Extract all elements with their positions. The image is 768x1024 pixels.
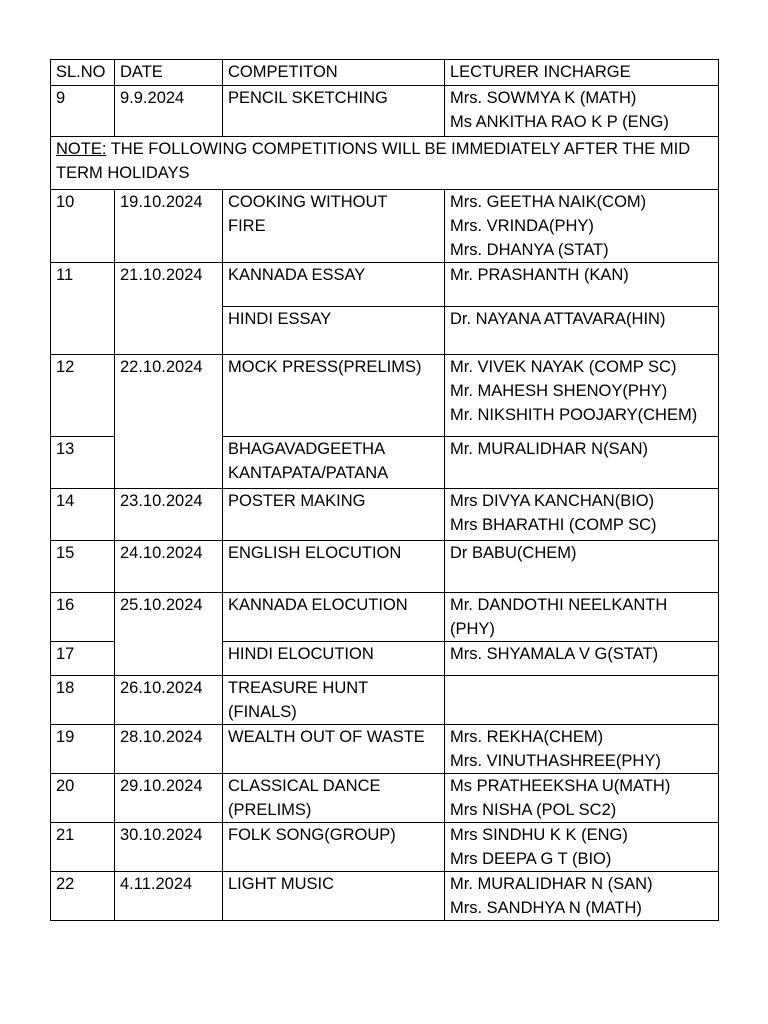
table-row	[51, 872, 719, 921]
lecturer-cell: Mrs. GEETHA NAIK(COM) Mrs. VRINDA(PHY) Mrs. DHANYA (STAT)	[445, 190, 719, 263]
competition-cell: KANNADA ELOCUTION	[223, 593, 445, 642]
table-row	[51, 541, 719, 593]
lecturer-cell: Mrs. REKHA(CHEM) Mrs. VINUTHASHREE(PHY)	[445, 725, 719, 774]
competition-cell: WEALTH OUT OF WASTE	[223, 725, 445, 774]
lecturer-cell: Mr. PRASHANTH (KAN)	[445, 263, 719, 307]
competition-cell: FOLK SONG(GROUP)	[223, 823, 445, 872]
sl-no-cell: 15	[51, 541, 115, 593]
lecturer-cell: Mrs SINDHU K K (ENG) Mrs DEEPA G T (BIO)	[445, 823, 719, 872]
date-cell: 28.10.2024	[115, 725, 223, 774]
table-row	[51, 190, 719, 263]
lecturer-cell: Mr. DANDOTHI NEELKANTH (PHY)	[445, 593, 719, 642]
table-row	[51, 593, 719, 642]
competition-cell: LIGHT MUSIC	[223, 872, 445, 921]
date-cell: 23.10.2024	[115, 489, 223, 541]
header-competition: COMPETITON	[223, 60, 445, 86]
competition-cell: MOCK PRESS(PRELIMS)	[223, 355, 445, 437]
competition-cell: COOKING WITHOUT FIRE	[223, 190, 445, 263]
date-cell: 29.10.2024	[115, 774, 223, 823]
lecturer-cell	[445, 676, 719, 725]
note-cell	[51, 137, 719, 190]
date-cell: 26.10.2024	[115, 676, 223, 725]
sl-no-cell: 18	[51, 676, 115, 725]
table-row	[51, 263, 719, 307]
date-cell: 4.11.2024	[115, 872, 223, 921]
lecturer-cell: Dr. NAYANA ATTAVARA(HIN)	[445, 307, 719, 355]
competition-cell: HINDI ESSAY	[223, 307, 445, 355]
sl-no-cell: 12	[51, 355, 115, 437]
sl-no-cell: 20	[51, 774, 115, 823]
sl-no-cell: 17	[51, 642, 115, 676]
competition-cell: BHAGAVADGEETHA KANTAPATA/PATANA	[223, 437, 445, 489]
competition-schedule-table	[50, 59, 719, 921]
table-row	[51, 823, 719, 872]
date-cell: 24.10.2024	[115, 541, 223, 593]
lecturer-cell: Mrs DIVYA KANCHAN(BIO) Mrs BHARATHI (COMP SC)	[445, 489, 719, 541]
table-row	[51, 725, 719, 774]
table-row	[51, 774, 719, 823]
sl-no-cell: 9	[51, 86, 115, 137]
table-row	[51, 355, 719, 437]
sl-no-cell: 16	[51, 593, 115, 642]
date-cell: 30.10.2024	[115, 823, 223, 872]
table-header-row	[51, 60, 719, 86]
sl-no-cell: 22	[51, 872, 115, 921]
sl-no-cell: 21	[51, 823, 115, 872]
competition-cell: POSTER MAKING	[223, 489, 445, 541]
competition-cell: ENGLISH ELOCUTION	[223, 541, 445, 593]
header-date: DATE	[115, 60, 223, 86]
lecturer-cell: Mr. MURALIDHAR N (SAN) Mrs. SANDHYA N (MATH)	[445, 872, 719, 921]
sl-no-cell: 10	[51, 190, 115, 263]
lecturer-cell: Ms PRATHEEKSHA U(MATH) Mrs NISHA (POL SC2)	[445, 774, 719, 823]
table-row	[51, 676, 719, 725]
date-cell: 19.10.2024	[115, 190, 223, 263]
date-cell: 22.10.2024	[115, 355, 223, 489]
lecturer-cell: Mr. MURALIDHAR N(SAN)	[445, 437, 719, 489]
lecturer-cell: Mrs. SHYAMALA V G(STAT)	[445, 642, 719, 676]
note-label: NOTE:	[56, 140, 107, 158]
sl-no-cell: 13	[51, 437, 115, 489]
competition-cell: HINDI ELOCUTION	[223, 642, 445, 676]
header-lecturer: LECTURER INCHARGE	[445, 60, 719, 86]
date-cell: 25.10.2024	[115, 593, 223, 676]
lecturer-cell: Mr. VIVEK NAYAK (COMP SC) Mr. MAHESH SHENOY(PHY) Mr. NIKSHITH POOJARY(CHEM)	[445, 355, 719, 437]
competition-cell: KANNADA ESSAY	[223, 263, 445, 307]
sl-no-cell: 14	[51, 489, 115, 541]
lecturer-cell: Mrs. SOWMYA K (MATH) Ms ANKITHA RAO K P (ENG)	[445, 86, 719, 137]
note-text: THE FOLLOWING COMPETITIONS WILL BE IMMEDIATELY AFTER THE MID TERM HOLIDAYS	[56, 140, 691, 182]
date-cell: 21.10.2024	[115, 263, 223, 355]
table-row	[51, 489, 719, 541]
sl-no-cell: 11	[51, 263, 115, 355]
competition-cell: CLASSICAL DANCE (PRELIMS)	[223, 774, 445, 823]
header-sl-no: SL.NO	[51, 60, 115, 86]
competition-cell: PENCIL SKETCHING	[223, 86, 445, 137]
table-row	[51, 86, 719, 137]
lecturer-cell: Dr BABU(CHEM)	[445, 541, 719, 593]
date-cell: 9.9.2024	[115, 86, 223, 137]
sl-no-cell: 19	[51, 725, 115, 774]
note-row	[51, 137, 719, 190]
competition-cell: TREASURE HUNT (FINALS)	[223, 676, 445, 725]
